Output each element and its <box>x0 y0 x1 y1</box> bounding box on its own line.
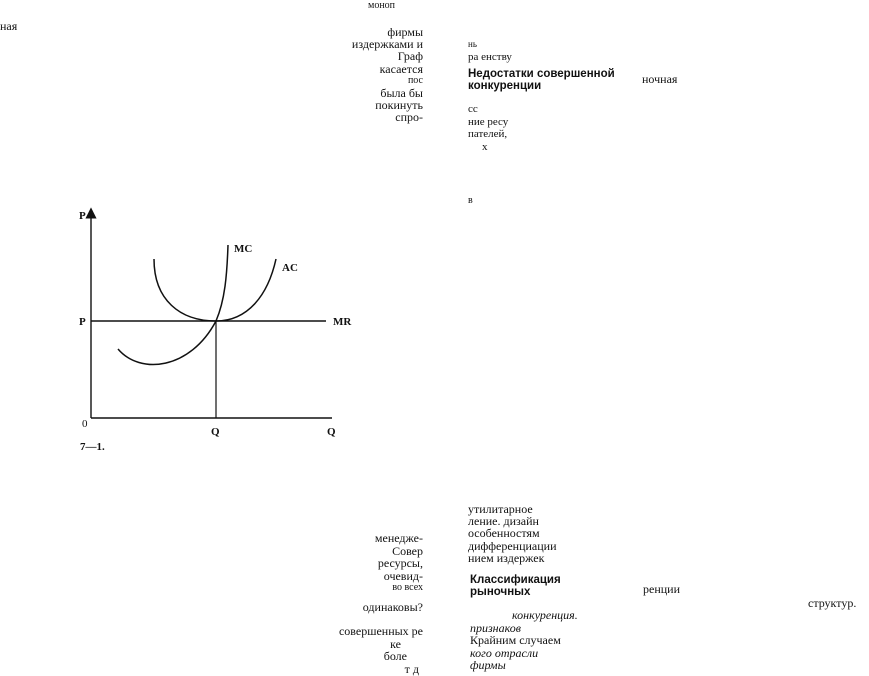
text-line: кого отрасли <box>470 645 539 660</box>
mid-fragment: в <box>468 195 473 206</box>
text-line: пос <box>407 74 423 86</box>
text-line: дифференциации <box>468 538 557 553</box>
heading-line: Классификация <box>470 574 561 586</box>
text-line: ра енству <box>468 50 512 63</box>
x-tick-label: Q <box>211 426 220 438</box>
text-line: очевид- <box>383 568 423 583</box>
text-line: издержками и <box>351 37 423 52</box>
text-line: ние ресу <box>468 115 509 128</box>
text-line: покинуть <box>375 98 423 113</box>
text-line: фирмы <box>387 25 423 39</box>
text-line: во всех <box>392 582 423 593</box>
text-line: т д <box>404 661 419 676</box>
text-line: Крайним случаем <box>470 633 561 647</box>
top-fragment: моноп <box>368 0 396 11</box>
text-line: Граф <box>397 49 423 64</box>
heading-line: рыночных <box>470 585 531 598</box>
far-right-fragment: структур. <box>808 596 857 610</box>
text-line: касается <box>379 61 423 76</box>
text-line: нь <box>468 39 477 49</box>
text-line: особенностям <box>468 526 540 541</box>
text-line: пателей, <box>468 128 508 140</box>
origin-label: 0 <box>82 418 88 430</box>
mc-label: MC <box>234 243 253 255</box>
mr-label: MR <box>333 316 352 328</box>
text-line: была бы <box>380 86 423 101</box>
text-line: фирмы <box>470 658 506 672</box>
text-line: нием издержек <box>468 550 545 565</box>
text-line: х <box>482 140 488 153</box>
figure-caption: 7—1. <box>80 441 105 453</box>
mc-curve <box>118 245 228 365</box>
left-fragment: ная <box>0 19 18 33</box>
text-line: ресурсы, <box>377 556 423 570</box>
heading-line: конкуренции <box>468 79 542 92</box>
text-line: боле <box>383 649 407 663</box>
text-line: утилитарное <box>468 502 533 516</box>
y-tick-label: P <box>79 316 86 328</box>
top-right-text-a <box>468 38 512 63</box>
cost-curves-chart <box>70 205 370 455</box>
text-line: менедже- <box>374 531 423 545</box>
top-right-text-b <box>468 103 508 153</box>
bottom-right-text <box>468 503 557 564</box>
heading-classification <box>470 575 561 598</box>
text-line: конкуренция. <box>512 608 578 622</box>
text-line: совершенных ре <box>338 624 423 638</box>
ac-label: AC <box>282 262 298 274</box>
text-line: Совер <box>392 543 423 558</box>
right-fragment-2: ренции <box>643 582 681 596</box>
ac-curve <box>154 259 276 321</box>
bottom-right-text-b <box>470 609 578 672</box>
x-axis-label: Q <box>327 426 336 438</box>
text-line: одинаковы? <box>362 599 423 614</box>
top-center-text <box>352 26 423 124</box>
heading-disadvantages <box>468 69 615 92</box>
right-fragment-1: ночная <box>642 72 678 86</box>
text-line: спро- <box>395 110 423 125</box>
text-line: признаков <box>470 620 521 635</box>
heading-line: Недостатки совершенной <box>468 68 615 80</box>
text-line: ление. дизайн <box>468 514 539 529</box>
y-axis-label: P <box>79 210 86 222</box>
bottom-center-text <box>339 532 423 675</box>
text-line: сс <box>468 103 478 115</box>
text-line: ке <box>390 636 401 651</box>
